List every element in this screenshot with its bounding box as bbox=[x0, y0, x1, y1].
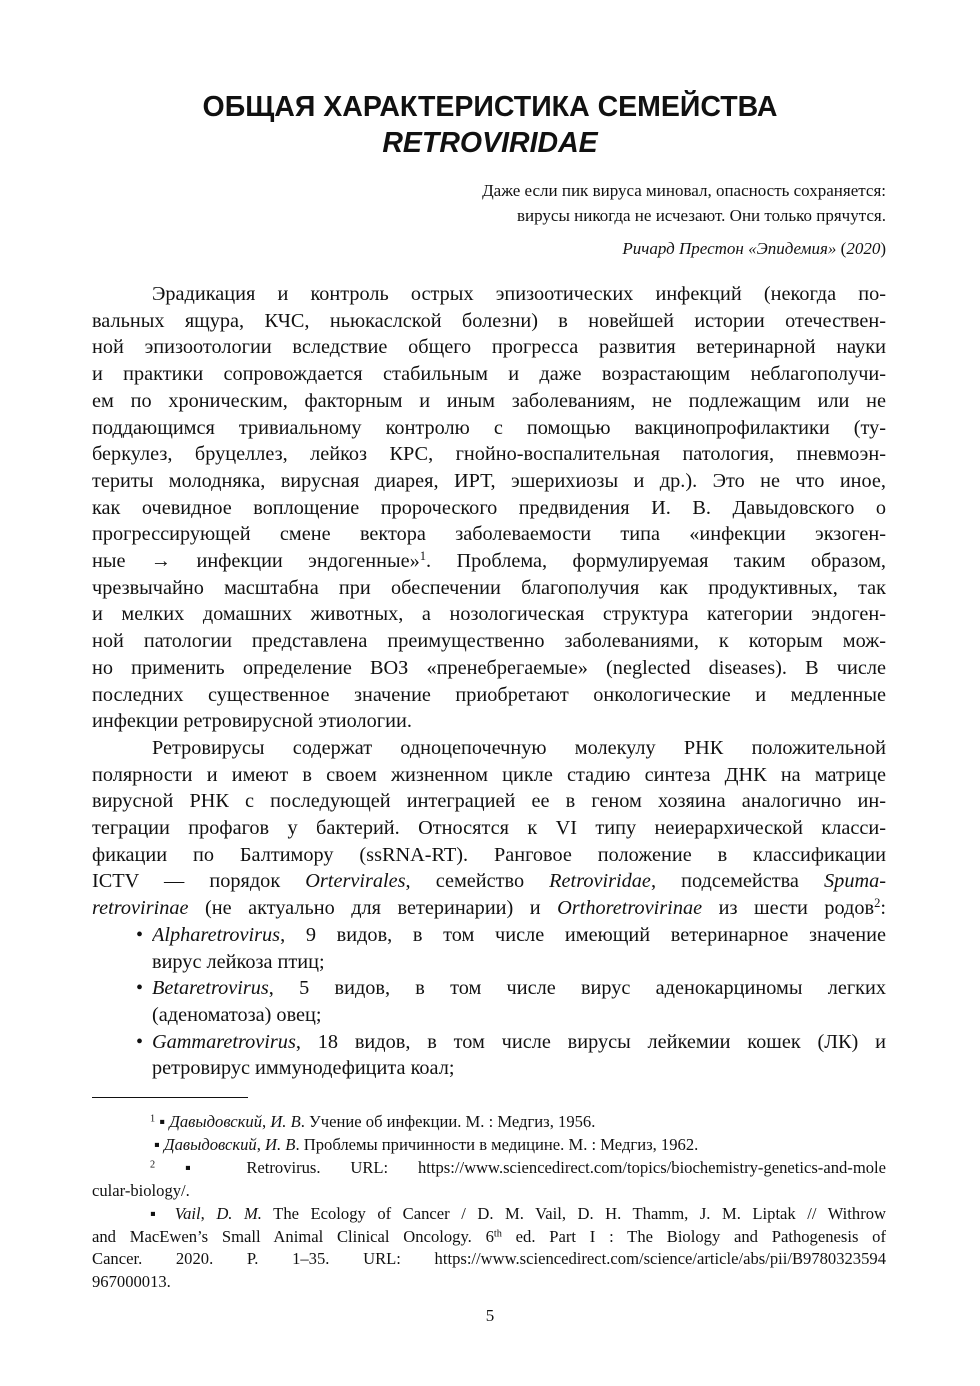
text-line bbox=[92, 495, 886, 522]
text-line bbox=[92, 655, 886, 682]
text: Cancer. 2020. P. 1–35. URL: https://www.sciencedirect.com/science/article/abs/pii/B9780323594 bbox=[92, 1249, 886, 1269]
text-line bbox=[152, 1029, 886, 1056]
text: , семейство bbox=[405, 870, 550, 893]
text-line bbox=[92, 601, 886, 628]
text: . Проблема, формулируемая таким образом, bbox=[426, 550, 886, 572]
epigraph-line: вирусы никогда не исчезают. Они только прячутся. bbox=[517, 206, 886, 225]
text: (не актуально для ветеринарии) и bbox=[188, 897, 558, 920]
text: полярности и имеют в своем жизненном цикле стадию синтеза ДНК на матрице bbox=[92, 763, 886, 786]
text-line bbox=[92, 735, 886, 762]
text: The Ecology of Cancer / D. M. Vail, D. H. Thamm, J. M. Liptak // Withrow bbox=[261, 1203, 886, 1223]
text-line bbox=[92, 682, 886, 709]
bullet-icon: • bbox=[136, 977, 144, 1000]
text: 967000013. bbox=[92, 1272, 171, 1292]
text: теграции профагов у бактерий. Относятся к VI типу неиерархической класси- bbox=[92, 817, 886, 839]
paren-open: ( bbox=[836, 239, 847, 258]
text-line bbox=[152, 975, 886, 1002]
epigraph-author: Ричард Престон «Эпидемия» bbox=[622, 239, 837, 258]
text: беркулез, бруцеллез, лейкоз КРС, гнойно-воспалительная патология, пневмоэн- bbox=[92, 443, 886, 466]
text-line bbox=[92, 575, 886, 602]
text-line bbox=[152, 1002, 886, 1029]
text: вирус лейкоза птиц; bbox=[152, 950, 325, 973]
text-line bbox=[92, 415, 886, 442]
text-line bbox=[92, 521, 886, 548]
text: последних существенное значение приобретают онкологические и медленные bbox=[92, 683, 886, 706]
text-line bbox=[92, 895, 886, 922]
footnote-line bbox=[92, 1247, 886, 1270]
footnote-line bbox=[92, 1179, 886, 1202]
text: как очевидное воплощение пророческого предвидения И. В. Давыдовского о bbox=[92, 496, 886, 519]
text: ▪ bbox=[150, 1203, 175, 1223]
text: , bbox=[262, 1112, 271, 1131]
text: ем по хроническим, факторным и иным заболеваниям, не подлежащим или не bbox=[92, 389, 886, 412]
text: вирусной РНК с последующей интеграцией ее в геном хозяина аналогично ин- bbox=[92, 790, 886, 813]
text: фикации по Балтимору (ssRNA-RT). Ранговое положение в классификации bbox=[92, 843, 886, 866]
text-line bbox=[92, 788, 886, 815]
text-line bbox=[92, 441, 886, 468]
italic-term: Retroviridae bbox=[549, 870, 651, 893]
text-line bbox=[92, 548, 886, 575]
text-line bbox=[92, 468, 886, 495]
italic-term: И. В bbox=[265, 1134, 296, 1154]
text: инфекции ретровирусной этиологии. bbox=[92, 710, 412, 733]
text: , 18 видов, в том числе вирусы лейкемии кошек (ЛК) и bbox=[295, 1030, 886, 1053]
text: ▪ Retrovirus. URL: https://www.sciencedirect.com/topics/biochemistry-genetics-and-mole bbox=[155, 1157, 886, 1177]
chapter-title-line2: RETROVIRIDAE bbox=[382, 127, 598, 159]
text: : bbox=[880, 897, 886, 920]
text: Эрадикация и контроль острых эпизоотических инфекций (некогда по- bbox=[152, 283, 886, 305]
text-line bbox=[92, 708, 886, 735]
text-line bbox=[92, 868, 886, 895]
text: ICTV — порядок bbox=[92, 870, 306, 893]
text: and MacEwen’s Small Animal Clinical Oncology. 6 bbox=[92, 1226, 494, 1246]
text: вальных ящура, КЧС, ньюкаслской болезни) в новейшей истории отечествен- bbox=[92, 309, 886, 332]
footnote-line bbox=[92, 1110, 886, 1133]
text-line bbox=[92, 842, 886, 869]
italic-term: Давыдовский bbox=[164, 1134, 257, 1154]
text-line bbox=[152, 922, 886, 949]
text-line bbox=[92, 334, 886, 361]
chapter-title-line1: ОБЩАЯ ХАРАКТЕРИСТИКА СЕМЕЙСТВА bbox=[202, 91, 778, 123]
footnote-ref: 1 bbox=[419, 549, 427, 564]
text: ной эпизоотологии вследствие общего прогресса развития ветеринарной науки bbox=[92, 336, 886, 359]
footnote-line bbox=[92, 1156, 886, 1179]
footnote-separator bbox=[92, 1097, 248, 1098]
text: . Проблемы причинности в медицине. М. : Медгиз, 1962. bbox=[295, 1134, 699, 1154]
text: , bbox=[256, 1134, 266, 1154]
text: (аденоматоза) овец; bbox=[152, 1003, 322, 1026]
text: , 9 видов, в том числе имеющий ветеринарное значение bbox=[280, 923, 886, 946]
text: ed. Part I : The Biology and Pathogenesis of bbox=[501, 1226, 886, 1246]
text: ▪ bbox=[154, 1134, 165, 1154]
text: прогрессирующей смене вектора заболеваемости типа «инфекции экзоген- bbox=[92, 523, 886, 546]
epigraph-line: Даже если пик вируса миновал, опасность сохраняется: bbox=[482, 181, 886, 200]
italic-term: И. В bbox=[270, 1112, 301, 1131]
footnote-ref: 2 bbox=[150, 1159, 156, 1171]
text: и мелких домашних животных, а нозологическая структура категории эндоген- bbox=[92, 603, 886, 626]
text: териты молодняка, вирусная диарея, ИРТ, эшерихиозы и др.). Это не что иное, bbox=[92, 469, 886, 492]
text: ▪ bbox=[155, 1112, 170, 1131]
italic-term: Alpharetrovirus bbox=[152, 923, 281, 946]
footnote-line bbox=[92, 1270, 886, 1293]
text-line bbox=[92, 815, 886, 842]
footnote-ref: th bbox=[493, 1227, 502, 1239]
footnote-ref: 1 bbox=[150, 1113, 156, 1125]
italic-term: Orthoretrovirinae bbox=[557, 897, 703, 920]
italic-term: Vail bbox=[174, 1203, 201, 1223]
text: cular-biology/. bbox=[92, 1180, 190, 1200]
bullet-icon: • bbox=[136, 923, 144, 946]
footnote-ref: 2 bbox=[874, 896, 881, 911]
text: но применить определение ВОЗ «пренебрегаемые» (neglected diseases). В числе bbox=[92, 656, 886, 679]
text: , подсемейства bbox=[650, 870, 825, 893]
text-line bbox=[152, 949, 886, 976]
text: , bbox=[200, 1203, 217, 1223]
text: . Учение об инфекции. М. : Медгиз, 1956. bbox=[300, 1112, 596, 1131]
text: , 5 видов, в том числе вирус аденокарциномы легких bbox=[268, 977, 886, 1000]
text: и практики сопровождается стабильным и даже возрастающим неблагополучи- bbox=[92, 363, 886, 386]
text-line bbox=[92, 762, 886, 789]
italic-term: Spuma- bbox=[824, 870, 886, 893]
text: чрезвычайно масштабна при обеспечении благополучия как продуктивных, так bbox=[92, 576, 886, 599]
text-line bbox=[92, 308, 886, 335]
text-line bbox=[92, 361, 886, 388]
epigraph-attribution bbox=[622, 239, 886, 259]
epigraph-year: 2020 bbox=[846, 239, 881, 258]
text: Ретровирусы содержат одноцепочечную молекулу РНК положительной bbox=[152, 736, 886, 759]
footnote-line bbox=[92, 1202, 886, 1225]
paren-close: ) bbox=[880, 239, 886, 258]
italic-term: Ortervirales bbox=[305, 870, 406, 893]
italic-term: Gammaretrovirus bbox=[152, 1030, 296, 1053]
text-line bbox=[92, 628, 886, 655]
italic-term: D. M. bbox=[216, 1203, 262, 1223]
text-line bbox=[92, 388, 886, 415]
footnote-line bbox=[92, 1225, 886, 1248]
bullet-icon: • bbox=[136, 1030, 144, 1053]
text: ные → инфекции эндогенные» bbox=[92, 550, 420, 572]
footnote-line bbox=[92, 1133, 886, 1156]
text: ретровирус иммунодефицита коал; bbox=[152, 1057, 455, 1080]
text: поддающимся тривиальному контролю с помощью вакцинопрофилактики (ту- bbox=[92, 416, 886, 439]
text: из шести родов bbox=[702, 897, 875, 920]
page-number: 5 bbox=[485, 1306, 495, 1325]
italic-term: Betaretrovirus bbox=[152, 977, 269, 1000]
italic-term: Давыдовский bbox=[169, 1112, 263, 1131]
text-line bbox=[92, 281, 886, 308]
italic-term: retrovirinae bbox=[92, 897, 189, 920]
text-line bbox=[152, 1055, 886, 1082]
text: ной патологии представлена преимущественно заболеваниями, к которым мож- bbox=[92, 630, 886, 653]
